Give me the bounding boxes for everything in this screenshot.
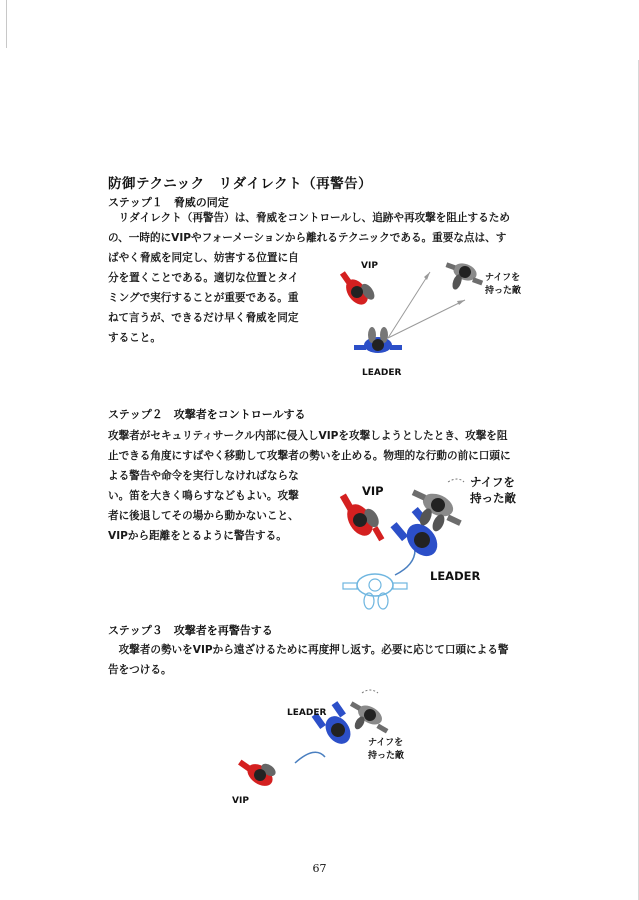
- fig3-leader-label: LEADER: [287, 708, 327, 718]
- step1-heading: ステップ１ 脅威の同定: [108, 196, 229, 209]
- enemy-figure: [439, 258, 486, 298]
- fig2-leader-label: LEADER: [430, 569, 481, 583]
- arrow-head: [424, 272, 430, 280]
- fig1-enemy-label-1: ナイフを: [485, 273, 521, 283]
- arrow-head: [457, 300, 465, 305]
- step1-line-7: すること。: [108, 332, 161, 344]
- leader-figure: [354, 327, 402, 353]
- fig3-vip-label: VIP: [232, 796, 249, 806]
- step2-heading: ステップ２ 攻撃者をコントロールする: [108, 408, 306, 421]
- vip-figure: [235, 750, 279, 791]
- step2-line-6: VIPから距離をとるように警告する。: [108, 530, 287, 542]
- enemy-motion-arrow: [448, 479, 464, 482]
- leader-ghost-figure: [343, 574, 407, 609]
- step1-line-4: 分を置くことである。適切な位置とタイ: [108, 272, 299, 284]
- section-title: 防御テクニック リダイレクト（再警告）: [108, 176, 373, 192]
- step3-line-1: 攻撃者の勢いをVIPから遠ざけるために再度押し返す。必要に応じて口頭による警: [108, 644, 509, 656]
- fig1-vip-label: VIP: [361, 261, 378, 271]
- step1-line-1: リダイレクト（再警告）は、脅威をコントロールし、追跡や再攻撃を阻止するため: [108, 212, 510, 224]
- step1-line-2: の、一時的にVIPやフォーメーションから離れるテクニックである。重要な点は、す: [108, 232, 507, 244]
- step2-line-2: 止できる角度にすばやく移動して攻撃者の勢いを止める。物理的な行動の前に口頭に: [108, 450, 511, 462]
- page-number: 67: [312, 862, 327, 875]
- fig2-vip-label: VIP: [362, 484, 384, 498]
- fig1-leader-label: LEADER: [362, 368, 402, 378]
- movement-path: [295, 752, 325, 763]
- movement-path: [395, 550, 415, 575]
- step1-line-6: ねて言うが、できるだけ早く脅威を同定: [108, 312, 299, 324]
- step2-line-4: い。笛を大きく鳴らすなどもよい。攻撃: [108, 490, 299, 502]
- step3-heading: ステップ３ 攻撃者を再警告する: [108, 624, 273, 637]
- fig2-enemy-label-1: ナイフを: [470, 475, 515, 489]
- step2-line-1: 攻撃者がセキュリティサークル内部に侵入しVIPを攻撃しようとしたとき、攻撃を阻: [108, 430, 508, 442]
- fig3-enemy-label-1: ナイフを: [368, 738, 404, 748]
- enemy-motion-arrow: [362, 690, 378, 693]
- fig1-enemy-label-2: 持った敵: [485, 286, 522, 296]
- step3-line-2: 告をつける。: [108, 664, 172, 676]
- step2-line-3: よる警告や命令を実行しなければならな: [108, 470, 299, 482]
- step1-line-5: ミングで実行することが重要である。重: [108, 292, 299, 304]
- step1-line-3: ばやく脅威を同定し、妨害する位置に自: [108, 252, 299, 264]
- step2-line-5: 者に後退してその場から動かないこと、: [108, 510, 299, 522]
- page-corner-mark: [0, 0, 7, 48]
- fig3-enemy-label-2: 持った敵: [368, 751, 405, 761]
- fig2-enemy-label-2: 持った敵: [470, 491, 516, 505]
